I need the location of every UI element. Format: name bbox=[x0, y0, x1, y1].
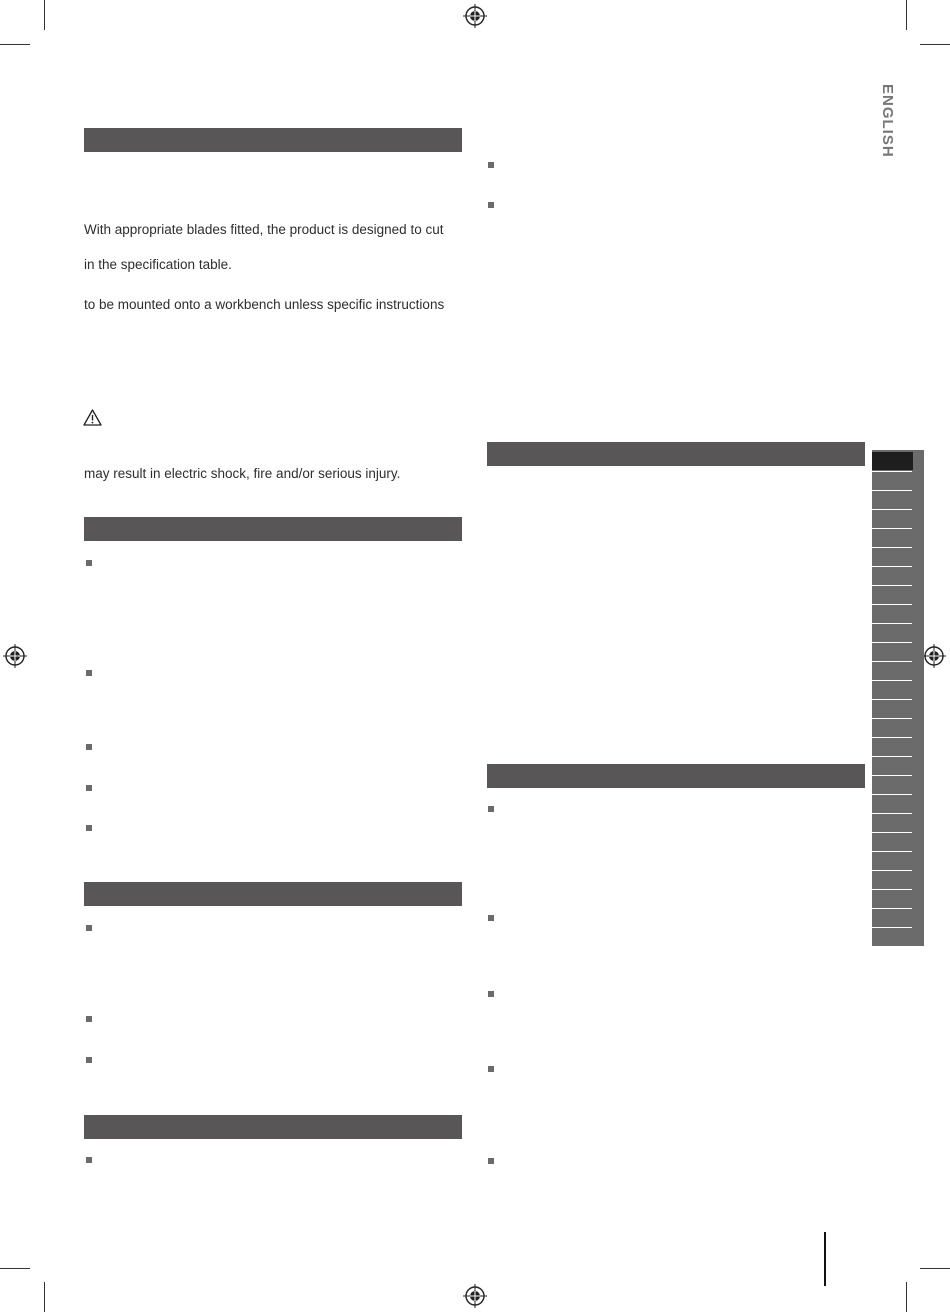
tab-divider bbox=[872, 528, 912, 529]
tab-divider bbox=[872, 737, 912, 738]
tab-divider bbox=[872, 585, 912, 586]
tab-divider bbox=[872, 813, 912, 814]
section-header-bar bbox=[84, 1115, 462, 1139]
square-bullet-icon bbox=[488, 1066, 494, 1072]
tab-divider bbox=[872, 756, 912, 757]
tab-divider bbox=[872, 870, 912, 871]
crop-mark bbox=[920, 1268, 950, 1269]
tab-divider bbox=[872, 623, 912, 624]
tab-divider bbox=[872, 699, 912, 700]
square-bullet-icon bbox=[488, 915, 494, 921]
tab-divider bbox=[872, 604, 912, 605]
crop-mark bbox=[44, 1282, 45, 1312]
square-bullet-icon bbox=[488, 991, 494, 997]
tab-divider bbox=[872, 889, 912, 890]
square-bullet-icon bbox=[86, 1157, 92, 1163]
section-header-bar bbox=[84, 128, 462, 152]
section-header-bar bbox=[487, 764, 865, 788]
crop-mark bbox=[44, 0, 45, 30]
registration-mark-icon bbox=[922, 644, 946, 668]
registration-mark-icon bbox=[3, 644, 27, 668]
language-tab-active[interactable] bbox=[872, 452, 913, 470]
tab-divider bbox=[872, 718, 912, 719]
square-bullet-icon bbox=[86, 1057, 92, 1063]
crop-mark bbox=[0, 1268, 30, 1269]
square-bullet-icon bbox=[488, 162, 494, 168]
section-header-bar bbox=[84, 517, 462, 541]
warning-triangle-icon bbox=[83, 409, 102, 426]
warning-text: may result in electric shock, fire and/or serious injury. bbox=[84, 466, 401, 481]
square-bullet-icon bbox=[488, 1158, 494, 1164]
page-number-rule bbox=[824, 1232, 826, 1286]
tab-divider bbox=[872, 832, 912, 833]
crop-mark bbox=[906, 1282, 907, 1312]
tab-divider bbox=[872, 794, 912, 795]
language-tab-strip bbox=[872, 450, 924, 946]
square-bullet-icon bbox=[488, 202, 494, 208]
tab-divider bbox=[872, 908, 912, 909]
square-bullet-icon bbox=[86, 670, 92, 676]
tab-divider bbox=[872, 509, 912, 510]
tab-divider bbox=[872, 661, 912, 662]
square-bullet-icon bbox=[86, 1016, 92, 1022]
square-bullet-icon bbox=[86, 560, 92, 566]
tab-divider bbox=[872, 851, 912, 852]
tab-divider bbox=[872, 547, 912, 548]
intended-use-line: With appropriate blades fitted, the product is designed to cut bbox=[84, 222, 444, 237]
intended-use-line: to be mounted onto a workbench unless specific instructions bbox=[84, 297, 445, 312]
square-bullet-icon bbox=[86, 825, 92, 831]
registration-mark-icon bbox=[463, 1284, 487, 1308]
crop-mark bbox=[920, 44, 950, 45]
square-bullet-icon bbox=[86, 785, 92, 791]
language-label: ENGLISH bbox=[879, 84, 896, 158]
tab-divider bbox=[872, 471, 912, 472]
crop-mark bbox=[906, 0, 907, 30]
tab-divider bbox=[872, 775, 912, 776]
section-header-bar bbox=[84, 882, 462, 906]
square-bullet-icon bbox=[86, 925, 92, 931]
tab-divider bbox=[872, 642, 912, 643]
tab-divider bbox=[872, 566, 912, 567]
square-bullet-icon bbox=[86, 744, 92, 750]
registration-mark-icon bbox=[463, 4, 487, 28]
square-bullet-icon bbox=[488, 806, 494, 812]
tab-divider bbox=[872, 927, 912, 928]
crop-mark bbox=[0, 44, 30, 45]
tab-divider bbox=[872, 680, 912, 681]
intended-use-line: in the specification table. bbox=[84, 257, 232, 272]
section-header-bar bbox=[487, 442, 865, 466]
tab-divider bbox=[872, 490, 912, 491]
